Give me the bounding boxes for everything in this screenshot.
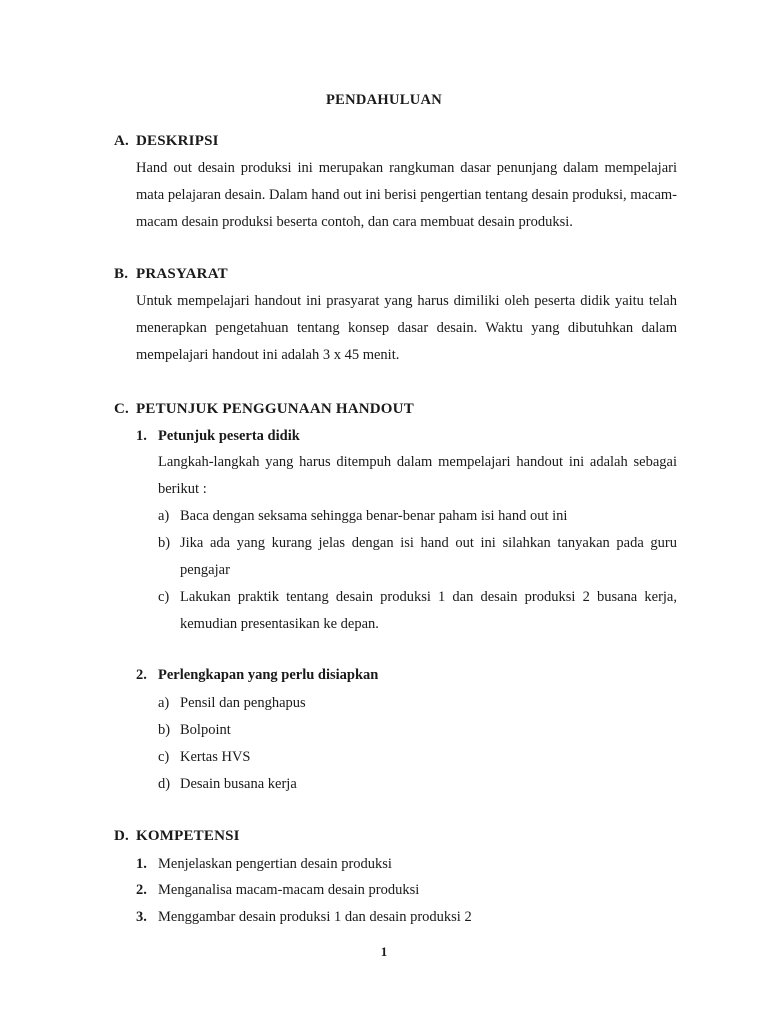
list-text: Bolpoint (180, 722, 231, 738)
section-b-title: PRASYARAT (136, 266, 228, 282)
section-a-paragraph: Hand out desain produksi ini merupakan rangkuman dasar penunjang dalam mempelajari mata pelajaran desain. Dalam hand out ini berisi pengertian tentang desain produksi, macam-macam desain produksi beserta contoh, dan cara membuat desain produksi. (136, 160, 677, 230)
list-item (158, 690, 677, 717)
section-a-letter: A. (114, 133, 129, 149)
section-d-heading (114, 828, 240, 845)
section-c-title: PETUNJUK PENGGUNAAN HANDOUT (136, 401, 414, 417)
list-text: Menggambar desain produksi 1 dan desain produksi 2 (158, 909, 472, 925)
list-marker: d) (158, 776, 171, 792)
section-c-letter: C. (114, 401, 129, 417)
section-b-paragraph: Untuk mempelajari handout ini prasyarat yang harus dimiliki oleh peserta didik yaitu telah menerapkan pengetahuan tentang konsep dasar desain. Waktu yang dibutuhkan dalam mempelajari handout ini adalah 3 x 45 menit. (136, 293, 677, 363)
list-marker: b) (158, 722, 171, 738)
list-marker: b) (158, 535, 171, 551)
list-item (158, 584, 677, 638)
list-text: Menjelaskan pengertian desain produksi (158, 856, 392, 872)
subsection-2-title: Perlengkapan yang perlu disiapkan (158, 667, 379, 683)
subsection-2-number: 2. (136, 667, 147, 683)
list-text: Menganalisa macam-macam desain produksi (158, 882, 420, 898)
list-item (158, 717, 677, 744)
list-text: Pensil dan penghapus (180, 695, 306, 711)
list-marker: 1. (136, 856, 147, 872)
section-b-letter: B. (114, 266, 129, 282)
list-marker: c) (158, 589, 170, 605)
list-text: Lakukan praktik tentang desain produksi 1 dan desain produksi 2 busana kerja, kemudian presentasikan ke depan. (180, 589, 677, 632)
page-number: 1 (380, 944, 388, 959)
list-marker: a) (158, 695, 170, 711)
section-d-letter: D. (114, 828, 129, 844)
list-item (136, 877, 677, 904)
subsection-1-number: 1. (136, 428, 147, 444)
list-text: Jika ada yang kurang jelas dengan isi hand out ini silahkan tanyakan pada guru pengajar (180, 535, 677, 578)
list-item (158, 530, 677, 584)
section-a-heading (114, 133, 219, 150)
list-item (158, 771, 677, 798)
section-a-title: DESKRIPSI (136, 133, 219, 149)
subsection-1-heading (136, 428, 300, 445)
list-marker: 3. (136, 909, 147, 925)
list-text: Kertas HVS (180, 749, 251, 765)
list-marker: c) (158, 749, 170, 765)
subsection-2-heading (136, 667, 378, 684)
section-c-heading (114, 401, 414, 418)
list-text: Desain busana kerja (180, 776, 297, 792)
page-title: PENDAHULUAN (325, 92, 443, 108)
subsection-1-title: Petunjuk peserta didik (158, 428, 300, 444)
list-item (158, 503, 677, 530)
list-marker: a) (158, 508, 170, 524)
list-text: Baca dengan seksama sehingga benar-benar paham isi hand out ini (180, 508, 568, 524)
section-d-title: KOMPETENSI (136, 828, 240, 844)
subsection-1-intro: Langkah-langkah yang harus ditempuh dalam mempelajari handout ini adalah sebagai berikut : (158, 454, 677, 497)
list-item (158, 744, 677, 771)
list-marker: 2. (136, 882, 147, 898)
list-item (136, 904, 677, 931)
section-b-heading (114, 266, 228, 283)
list-item (136, 851, 677, 878)
